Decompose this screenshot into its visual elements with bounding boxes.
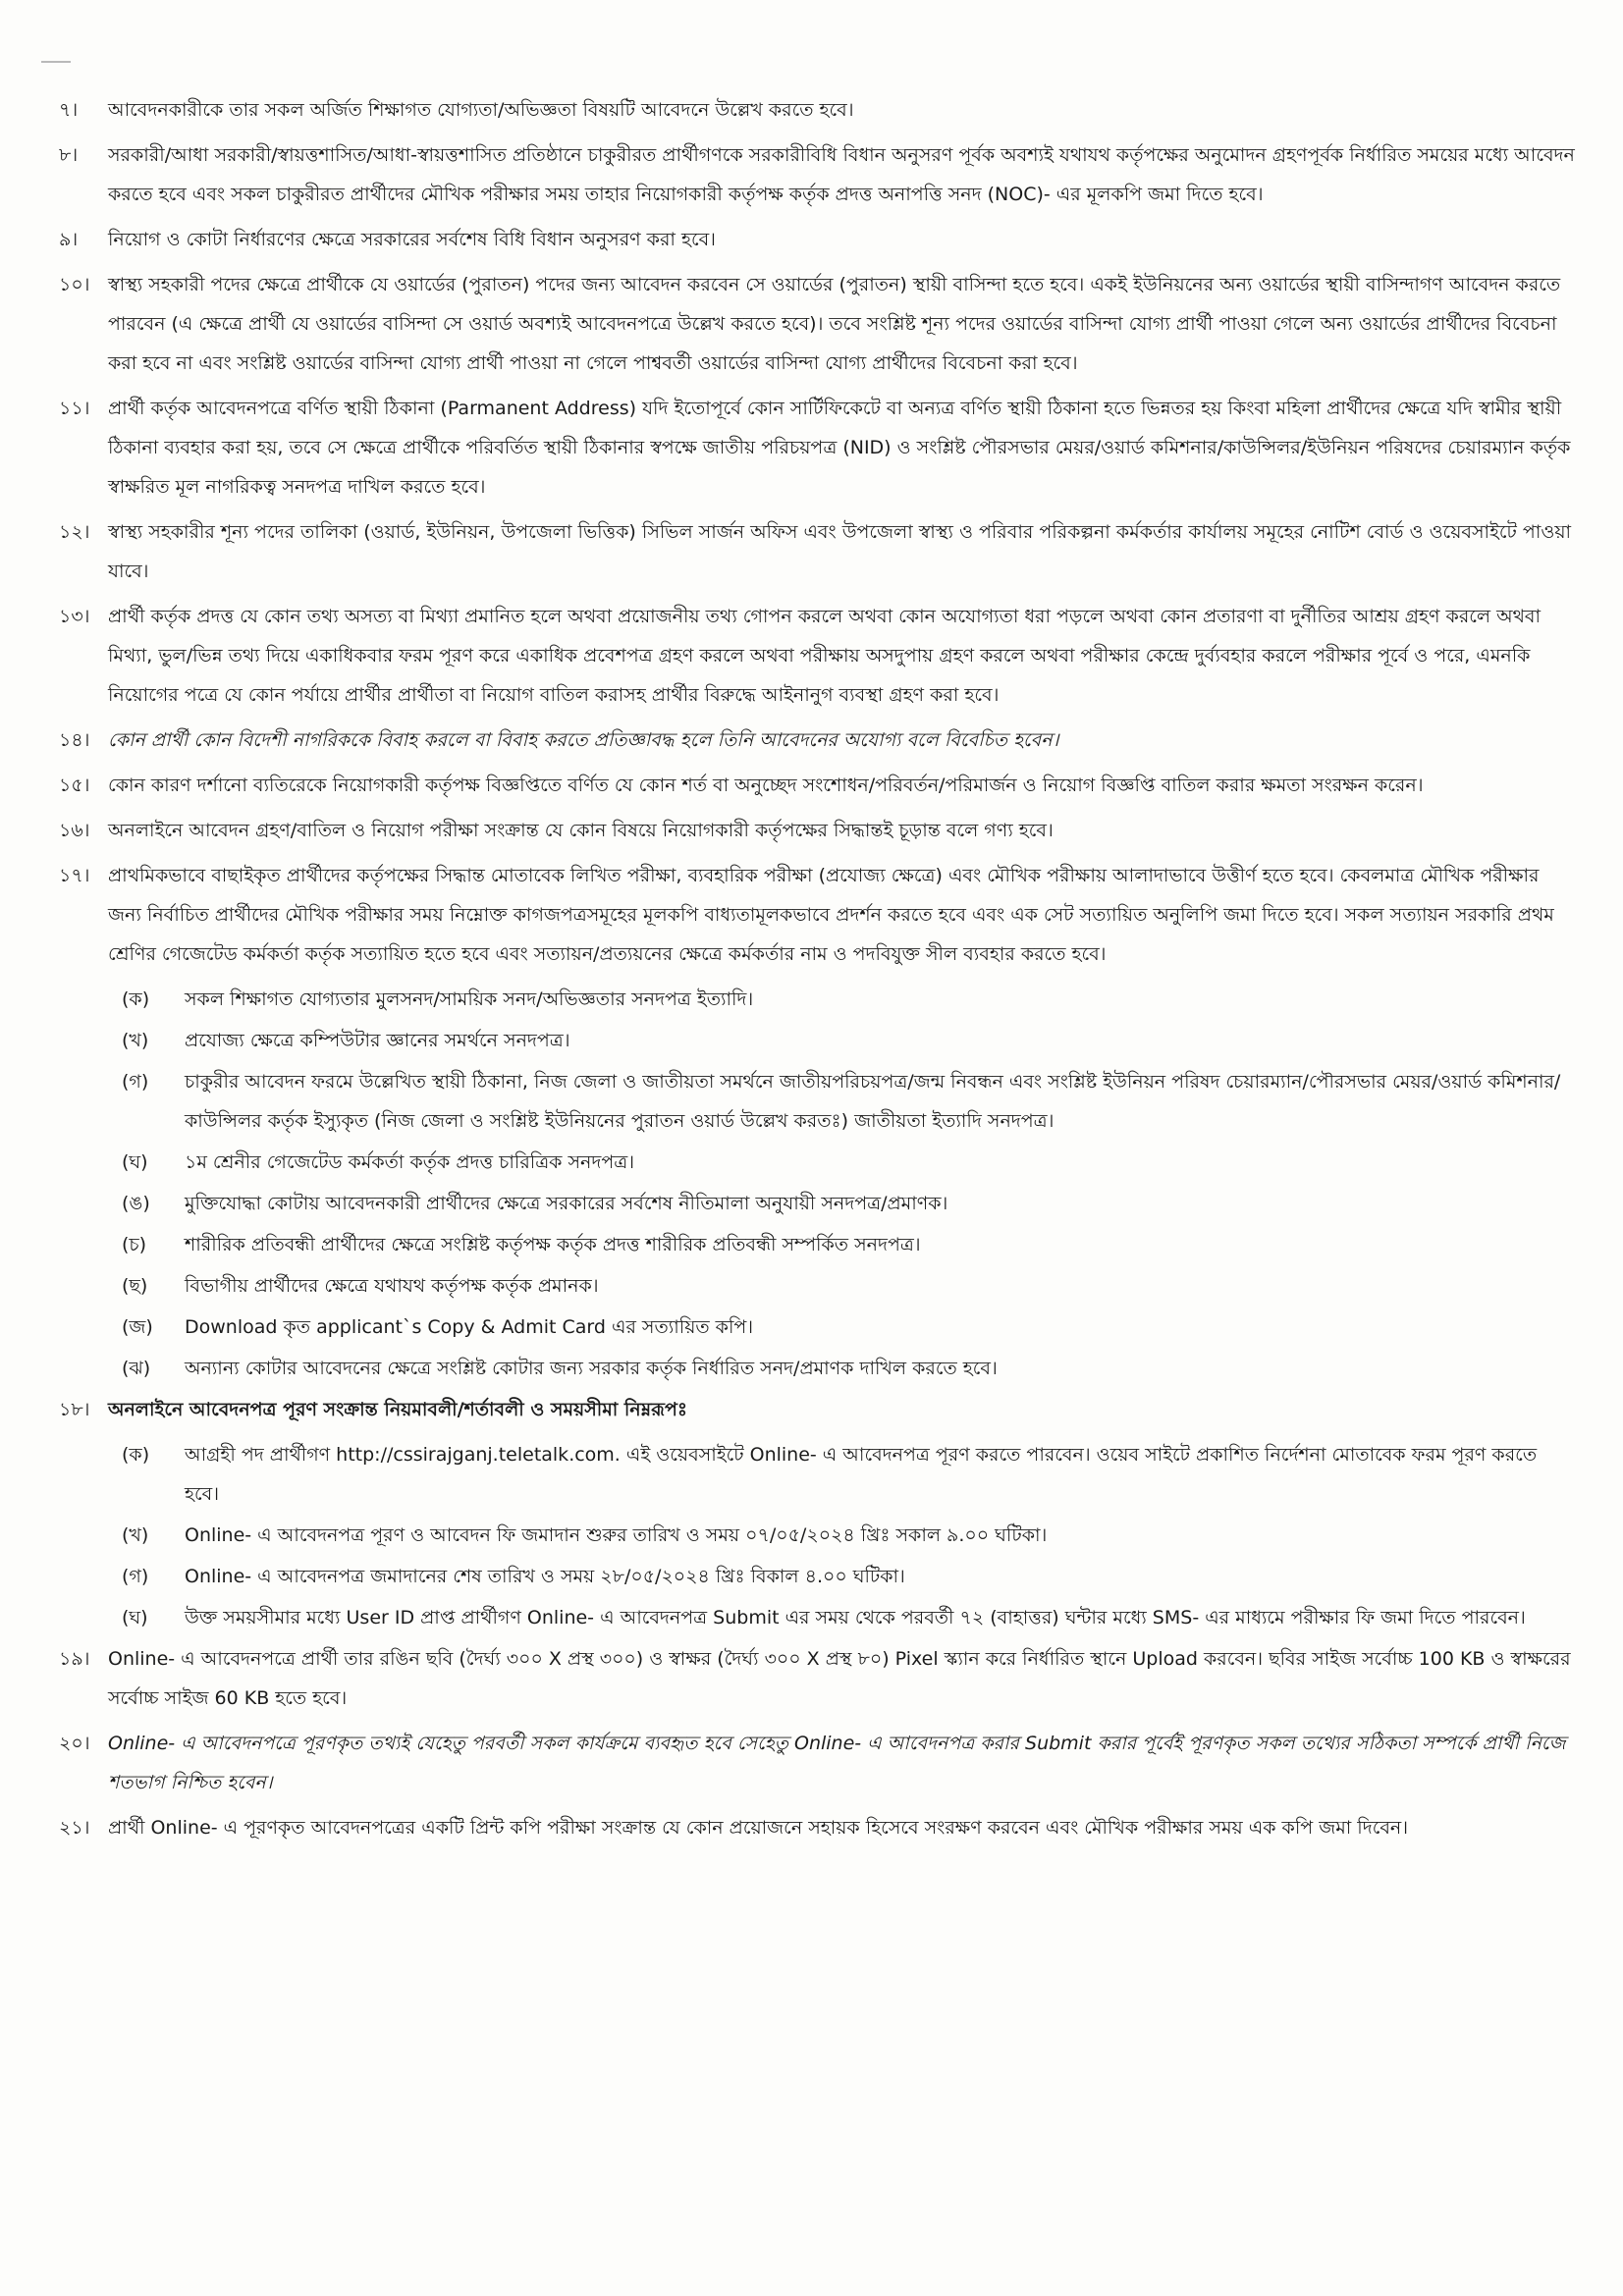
- sub-item: [122, 1143, 1576, 1182]
- item-text: Online- এ আবেদনপত্রে পূরণকৃত তথ্যই যেহেতু পরবর্তী সকল কার্যক্রমে ব্যবহৃত হবে সেহেতু Online- এ আবেদনপত্র করার Submit করার পূর্বেই পূরণকৃত সকল তথ্যের সঠিকতা সম্পর্কে প্রার্থী নিজে শতভাগ নিশ্চিত হবেন।: [108, 1733, 1566, 1793]
- sub-item: [122, 1516, 1576, 1555]
- sub-item-text: শারীরিক প্রতিবন্ধী প্রার্থীদের ক্ষেত্রে সংশ্লিষ্ট কর্তৃপক্ষ কর্তৃক প্রদত্ত শারীরিক প্রতিবন্ধী সম্পর্কিত সনদপত্র।: [185, 1234, 921, 1255]
- item-number: ১০।: [59, 274, 90, 295]
- list-item: [59, 856, 1576, 974]
- item-number: ৭।: [59, 99, 79, 121]
- sub-item-text: বিভাগীয় প্রার্থীদের ক্ষেত্রে যথাযথ কর্তৃপক্ষ কর্তৃক প্রমানক।: [185, 1275, 599, 1297]
- sub-item-text: প্রযোজ্য ক্ষেত্রে কম্পিউটার জ্ঞানের সমর্থনে সনদপত্র।: [185, 1030, 570, 1051]
- sub-item-text: আগ্রহী পদ প্রার্থীগণ http://cssirajganj.teletalk.com. এই ওয়েবসাইটে Online- এ আবেদনপত্র পূরণ করতে পারবেন। ওয়েব সাইটে প্রকাশিত নির্দেশনা মোতাবেক ফরম পূরণ করতে হবে।: [185, 1444, 1538, 1505]
- sub-item: [122, 1435, 1576, 1514]
- list-item: [59, 1390, 1576, 1429]
- item-text: প্রাথমিকভাবে বাছাইকৃত প্রার্থীদের কর্তৃপক্ষের সিদ্ধান্ত মোতাবেক লিখিত পরীক্ষা, ব্যবহারিক পরীক্ষা (প্রযোজ্য ক্ষেত্রে) এবং মৌখিক পরীক্ষায় আলাদাভাবে উত্তীর্ণ হতে হবে। কেবলমাত্র মৌখিক পরীক্ষার জন্য নির্বাচিত প্রার্থীদের মৌখিক পরীক্ষার সময় নিম্নোক্ত কাগজপত্রসমূহের মূলকপি বাধ্যতামূলকভাবে প্রদর্শন করতে হবে এবং এক সেট সত্যায়িত অনুলিপি জমা দিতে হবে। সকল সত্যায়ন সরকারি প্রথম শ্রেণির গেজেটেড কর্মকর্তা কর্তৃক সত্যায়িত হতে হবে এবং সত্যায়ন/প্রত্যয়নের ক্ষেত্রে কর্মকর্তার নাম ও পদবিযুক্ত সীল ব্যবহার করতে হবে।: [108, 865, 1554, 965]
- list-item: [59, 1724, 1576, 1802]
- item-number: ১১।: [59, 398, 90, 419]
- item-number: ১৮।: [59, 1399, 90, 1420]
- item-number: ১২।: [59, 521, 90, 543]
- sub-item-label: (ক): [122, 988, 150, 1010]
- sub-item-text: চাকুরীর আবেদন ফরমে উল্লেখিত স্থায়ী ঠিকানা, নিজ জেলা ও জাতীয়তা সমর্থনে জাতীয়পরিচয়পত্র/জন্ম নিবন্ধন এবং সংশ্লিষ্ট ইউনিয়ন পরিষদ চেয়ারম্যান/পৌরসভার মেয়র/ওয়ার্ড কমিশনার/কাউন্সিলর কর্তৃক ইস্যুকৃত (নিজ জেলা ও সংশ্লিষ্ট ইউনিয়নের পুরাতন ওয়ার্ড উল্লেখ করতঃ) জাতীয়তা ইত্যাদি সনদপত্র।: [185, 1071, 1561, 1132]
- item-text: সরকারী/আধা সরকারী/স্বায়ত্তশাসিত/আধা-স্বায়ত্তশাসিত প্রতিষ্ঠানে চাকুরীরত প্রার্থীগণকে সরকারীবিধি বিধান অনুসরণ পূর্বক অবশ্যই যথাযথ কর্তৃপক্ষের অনুমোদন গ্রহণপূর্বক নির্ধারিত সময়ের মধ্যে আবেদন করতে হবে এবং সকল চাকুরীরত প্রার্থীদের মৌখিক পরীক্ষার সময় তাহার নিয়োগকারী কর্তৃপক্ষ কর্তৃক প্রদত্ত অনাপত্তি সনদ (NOC)- এর মূলকপি জমা দিতে হবে।: [108, 144, 1575, 205]
- item-number: ২০।: [59, 1733, 90, 1754]
- item-text: কোন প্রার্থী কোন বিদেশী নাগরিককে বিবাহ করলে বা বিবাহ করতে প্রতিজ্ঞাবদ্ধ হলে তিনি আবেদনের অযোগ্য বলে বিবেচিত হবেন।: [108, 729, 1059, 751]
- list-item: [59, 389, 1576, 507]
- sub-item: [122, 1184, 1576, 1223]
- list-item: [59, 1808, 1576, 1847]
- sub-item-text: Online- এ আবেদনপত্র পূরণ ও আবেদন ফি জমাদান শুরুর তারিখ ও সময় ০৭/০৫/২০২৪ খ্রিঃ সকাল ৯.০০ ঘটিকা।: [185, 1524, 1048, 1546]
- sub-item-label: (ক): [122, 1444, 150, 1466]
- list-item: [59, 135, 1576, 214]
- sub-item-label: (ঘ): [122, 1607, 148, 1629]
- list-item: [59, 811, 1576, 850]
- list-item: [59, 766, 1576, 805]
- list-item: [59, 1639, 1576, 1718]
- sub-item-text: Download কৃত applicant`s Copy & Admit Card এর সত্যায়িত কপি।: [185, 1316, 754, 1338]
- sub-item-label: (ঙ): [122, 1193, 150, 1214]
- sub-item-text: মুক্তিযোদ্ধা কোটায় আবেদনকারী প্রার্থীদের ক্ষেত্রে সরকারের সর্বশেষ নীতিমালা অনুযায়ী সনদপত্র/প্রমাণক।: [185, 1193, 948, 1214]
- sub-item-label: (ছ): [122, 1275, 148, 1297]
- sub-item: [122, 1266, 1576, 1306]
- sub-item-text: সকল শিক্ষাগত যোগ্যতার মুলসনদ/সাময়িক সনদ/অভিজ্ঞতার সনদপত্র ইত্যাদি।: [185, 988, 754, 1010]
- list-item: [59, 512, 1576, 591]
- sub-item-text: ১ম শ্রেনীর গেজেটেড কর্মকর্তা কর্তৃক প্রদত্ত চারিত্রিক সনদপত্র।: [185, 1151, 635, 1173]
- sub-item: [122, 1225, 1576, 1264]
- sub-item: [122, 1021, 1576, 1060]
- list-item: [59, 220, 1576, 259]
- item-text: অনলাইনে আবেদন গ্রহণ/বাতিল ও নিয়োগ পরীক্ষা সংক্রান্ত যে কোন বিষয়ে নিয়োগকারী কর্তৃপক্ষের সিদ্ধান্তই চূড়ান্ত বলে গণ্য হবে।: [108, 820, 1054, 841]
- sub-item: [122, 1308, 1576, 1347]
- item-text: আবেদনকারীকে তার সকল অর্জিত শিক্ষাগত যোগ্যতা/অভিজ্ঞতা বিষয়টি আবেদনে উল্লেখ করতে হবে।: [108, 99, 854, 121]
- sub-item-label: (ঝ): [122, 1358, 151, 1379]
- item-text: প্রার্থী কর্তৃক আবেদনপত্রে বর্ণিত স্থায়ী ঠিকানা (Parmanent Address) যদি ইতোপূর্বে কোন সার্টিফিকেটে বা অন্যত্র বর্ণিত স্থায়ী ঠিকানা হতে ভিন্নতর হয় কিংবা মহিলা প্রার্থীদের ক্ষেত্রে যদি স্বামীর স্থায়ী ঠিকানা ব্যবহার করা হয়, তবে সে ক্ষেত্রে প্রার্থীকে পরিবর্তিত স্থায়ী ঠিকানার স্বপক্ষে জাতীয় পরিচয়পত্র (NID) ও সংশ্লিষ্ট পৌরসভার মেয়র/ওয়ার্ড কমিশনার/কাউন্সিলর/ইউনিয়ন পরিষদের চেয়ারম্যান কর্তৃক স্বাক্ষরিত মূল নাগরিকত্ব সনদপত্র দাখিল করতে হবে।: [108, 398, 1571, 498]
- item-number: ২১।: [59, 1817, 90, 1839]
- item-text: স্বাস্থ্য সহকারী পদের ক্ষেত্রে প্রার্থীকে যে ওয়ার্ডের (পুরাতন) পদের জন্য আবেদন করবেন সে ওয়ার্ডের (পুরাতন) স্থায়ী বাসিন্দা হতে হবে। একই ইউনিয়নের অন্য ওয়ার্ডের স্থায়ী বাসিন্দাগণ আবেদন করতে পারবেন (এ ক্ষেত্রে প্রার্থী যে ওয়ার্ডের বাসিন্দা সে ওয়ার্ড অবশ্যই আবেদনপত্রে উল্লেখ করতে হবে)। তবে সংশ্লিষ্ট শূন্য পদের ওয়ার্ডের বাসিন্দা যোগ্য প্রার্থী পাওয়া গেলে অন্য ওয়ার্ডের প্রার্থীদের বিবেচনা করা হবে না এবং সংশ্লিষ্ট ওয়ার্ডের বাসিন্দা যোগ্য প্রার্থী পাওয়া না গেলে পাশ্ববর্তী ওয়ার্ডের বাসিন্দা যোগ্য প্রার্থীদের বিবেচনা করা হবে।: [108, 274, 1561, 374]
- item-number: ১৬।: [59, 820, 90, 841]
- list-item: [59, 721, 1576, 760]
- item-number: ১৩।: [59, 606, 90, 627]
- sub-item-label: (জ): [122, 1316, 153, 1338]
- sub-item-label: (খ): [122, 1524, 149, 1546]
- sub-item-text: উক্ত সময়সীমার মধ্যে User ID প্রাপ্ত প্রার্থীগণ Online- এ আবেদনপত্র Submit এর সময় থেকে পরবর্তী ৭২ (বাহাত্তর) ঘন্টার মধ্যে SMS- এর মাধ্যমে পরীক্ষার ফি জমা দিতে পারবেন।: [185, 1607, 1526, 1629]
- item-number: ৯।: [59, 229, 79, 250]
- list-item: [59, 90, 1576, 130]
- item-text: কোন কারণ দর্শানো ব্যতিরেকে নিয়োগকারী কর্তৃপক্ষ বিজ্ঞপ্তিতে বর্ণিত যে কোন শর্ত বা অনুচ্ছেদ সংশোধন/পরিবর্তন/পরিমার্জন ও নিয়োগ বিজ্ঞপ্তি বাতিল করার ক্ষমতা সংরক্ষন করেন।: [108, 774, 1424, 796]
- sub-item-label: (খ): [122, 1030, 149, 1051]
- sub-item: [122, 1062, 1576, 1141]
- item-text: স্বাস্থ্য সহকারীর শূন্য পদের তালিকা (ওয়ার্ড, ইউনিয়ন, উপজেলা ভিত্তিক) সিভিল সার্জন অফিস এবং উপজেলা স্বাস্থ্য ও পরিবার পরিকল্পনা কর্মকর্তার কার্যালয় সমূহের নোটিশ বোর্ড ও ওয়েবসাইটে পাওয়া যাবে।: [108, 521, 1572, 582]
- sub-item-text: অন্যান্য কোটার আবেদনের ক্ষেত্রে সংশ্লিষ্ট কোটার জন্য সরকার কর্তৃক নির্ধারিত সনদ/প্রমাণক দাখিল করতে হবে।: [185, 1358, 998, 1379]
- sub-item: [122, 1349, 1576, 1388]
- sub-item: [122, 1557, 1576, 1596]
- list-item: [59, 265, 1576, 383]
- scan-mark: [41, 61, 71, 63]
- item-text: অনলাইনে আবেদনপত্র পূরণ সংক্রান্ত নিয়মাবলী/শর্তাবলী ও সময়সীমা নিম্নরূপঃ: [108, 1399, 688, 1420]
- item-number: ১৫।: [59, 774, 90, 796]
- instructions-list: [59, 90, 1576, 1847]
- sub-item-label: (গ): [122, 1566, 149, 1587]
- item-text: নিয়োগ ও কোটা নির্ধারণের ক্ষেত্রে সরকারের সর্বশেষ বিধি বিধান অনুসরণ করা হবে।: [108, 229, 716, 250]
- list-item: [59, 597, 1576, 715]
- sub-item: [122, 1598, 1576, 1637]
- item-number: ১৪।: [59, 729, 90, 751]
- item-number: ১৯।: [59, 1648, 90, 1670]
- item-text: প্রার্থী Online- এ পূরণকৃত আবেদনপত্রের একটি প্রিন্ট কপি পরীক্ষা সংক্রান্ত যে কোন প্রয়োজনে সহায়ক হিসেবে সংরক্ষণ করবেন এবং মৌখিক পরীক্ষার সময় এক কপি জমা দিবেন।: [108, 1817, 1409, 1839]
- item-number: ৮।: [59, 144, 79, 166]
- sub-item-label: (গ): [122, 1071, 149, 1093]
- sub-item-label: (ঘ): [122, 1151, 148, 1173]
- item-text: Online- এ আবেদনপত্রে প্রার্থী তার রঙিন ছবি (দৈর্ঘ্য ৩০০ X প্রস্থ ৩০০) ও স্বাক্ষর (দৈর্ঘ্য ৩০০ X প্রস্থ ৮০) Pixel স্ক্যান করে নির্ধারিত স্থানে Upload করবেন। ছবির সাইজ সর্বোচ্চ 100 KB ও স্বাক্ষরের সর্বোচ্চ সাইজ 60 KB হতে হবে।: [108, 1648, 1571, 1709]
- sub-item-text: Online- এ আবেদনপত্র জমাদানের শেষ তারিখ ও সময় ২৮/০৫/২০২৪ খ্রিঃ বিকাল ৪.০০ ঘটিকা।: [185, 1566, 905, 1587]
- sub-item-label: (চ): [122, 1234, 147, 1255]
- sub-item: [122, 980, 1576, 1019]
- item-text: প্রার্থী কর্তৃক প্রদত্ত যে কোন তথ্য অসত্য বা মিথ্যা প্রমানিত হলে অথবা প্রয়োজনীয় তথ্য গোপন করলে অথবা কোন অযোগ্যতা ধরা পড়লে অথবা কোন প্রতারণা বা দুর্নীতির আশ্রয় গ্রহণ করলে অথবা মিথ্যা, ভুল/ভিন্ন তথ্য দিয়ে একাধিকবার ফরম পূরণ করে একাধিক প্রবেশপত্র গ্রহণ করলে অথবা পরীক্ষায় অসদুপায় গ্রহণ করলে অথবা পরীক্ষার কেন্দ্রে দুর্ব্যবহার করলে পরীক্ষার পূর্বে ও পরে, এমনকি নিয়োগের পত্রে যে কোন পর্যায়ে প্রার্থীর প্রার্থীতা বা নিয়োগ বাতিল করাসহ প্রার্থীর বিরুদ্ধে আইনানুগ ব্যবস্থা গ্রহণ করা হবে।: [108, 606, 1541, 706]
- item-number: ১৭।: [59, 865, 90, 886]
